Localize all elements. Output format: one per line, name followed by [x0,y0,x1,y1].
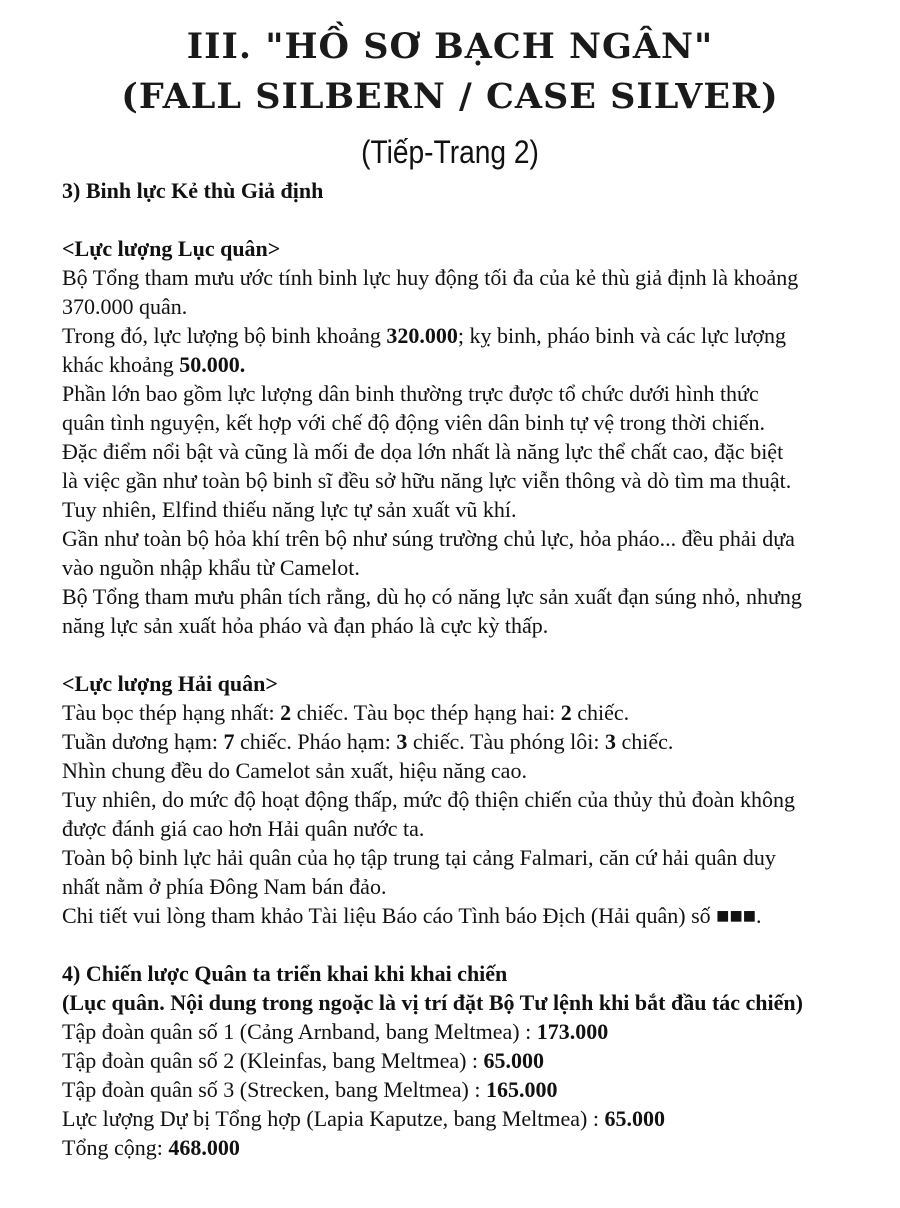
army-line-12: Bộ Tổng tham mưu phân tích rằng, dù họ có năng lực sản xuất đạn súng nhỏ, nhưng [62,584,802,609]
deployment-row [62,1046,882,1075]
navy-line-4: Tuy nhiên, do mức độ hoạt động thấp, mức độ thiện chiến của thủy thủ đoàn không [62,787,796,812]
army-line-8: là việc gần như toàn bộ binh sĩ đều sở hữu năng lực viễn thông và dò tìm ma thuật. [62,468,792,493]
total-label: Tổng cộng: [62,1135,169,1160]
title-block [0,0,900,178]
count: 3 [604,729,616,754]
count: 2 [560,700,572,725]
text: chiếc. Tàu bọc thép hạng hai: [291,700,561,725]
text: Tuần dương hạm: [62,729,224,754]
deployment-row [62,1017,882,1046]
redacted-number: ■■■ [716,903,757,928]
deployment-row [62,1104,882,1133]
navy-line-2 [62,727,882,756]
text: ; kỵ binh, pháo binh và các lực lượng [457,323,786,348]
text: chiếc. [571,700,630,725]
count: 2 [280,700,292,725]
section-3-heading: 3) Binh lực Kẻ thù Giả định [62,178,324,203]
row-label: Tập đoàn quân số 1 (Cảng Arnband, bang Meltmea) : [62,1019,537,1044]
army-line-5: Phần lớn bao gồm lực lượng dân binh thường trực được tổ chức dưới hình thức [62,381,759,406]
army-line-6: quân tình nguyện, kết hợp với chế độ động viên dân binh tự vệ trong thời chiến. [62,410,766,435]
row-label: Tập đoàn quân số 3 (Strecken, bang Meltmea) : [62,1077,486,1102]
text: Tàu bọc thép hạng nhất: [62,700,281,725]
row-value: 65.000 [483,1048,545,1073]
document-body [62,176,882,1162]
page-subtitle: (Tiếp-Trang 2) [361,134,539,170]
total-value: 468.000 [168,1135,240,1160]
text: . [756,903,762,928]
navy-line-6: Toàn bộ binh lực hải quân của họ tập trung tại cảng Falmari, căn cứ hải quân duy [62,845,776,870]
text: chiếc. Pháo hạm: [234,729,397,754]
army-line-7: Đặc điểm nổi bật và cũng là mối đe dọa lớn nhất là năng lực thể chất cao, đặc biệt [62,439,784,464]
text: chiếc. Tàu phóng lôi: [407,729,605,754]
army-line-11: vào nguồn nhập khẩu từ Camelot. [62,555,360,580]
army-line-10: Gần như toàn bộ hỏa khí trên bộ như súng trường chủ lực, hỏa pháo... đều phải dựa [62,526,795,551]
spacer [62,640,882,669]
infantry-count: 320.000 [386,323,458,348]
row-value: 65.000 [604,1106,665,1131]
army-line-13: năng lực sản xuất hỏa pháo và đạn pháo là cực kỳ thấp. [62,613,549,638]
navy-line-5: được đánh giá cao hơn Hải quân nước ta. [62,816,425,841]
count: 7 [223,729,235,754]
navy-heading: <Lực lượng Hải quân> [62,671,278,696]
army-line-4 [62,350,882,379]
text: Chi tiết vui lòng tham khảo Tài liệu Báo cáo Tình báo Địch (Hải quân) số [62,903,717,928]
row-value: 165.000 [485,1077,558,1102]
army-line-9: Tuy nhiên, Elfind thiếu năng lực tự sản xuất vũ khí. [62,497,517,522]
army-line-2: 370.000 quân. [62,294,188,319]
navy-line-8 [62,901,882,930]
spacer [62,205,882,234]
section-4-heading: 4) Chiến lược Quân ta triển khai khi khai chiến [62,961,508,986]
text: khác khoảng [62,352,180,377]
navy-line-7: nhất nằm ở phía Đông Nam bán đảo. [62,874,387,899]
navy-line-1 [62,698,882,727]
total-row [62,1133,882,1162]
army-line-1: Bộ Tổng tham mưu ước tính binh lực huy động tối đa của kẻ thù giả định là khoảng [62,265,799,290]
army-line-3 [62,321,882,350]
navy-line-3: Nhìn chung đều do Camelot sản xuất, hiệu năng cao. [62,758,527,783]
row-label: Tập đoàn quân số 2 (Kleinfas, bang Meltmea) : [62,1048,484,1073]
page-title-line-2: (FALL SILBERN / CASE SILVER) [121,76,779,117]
section-4-subheading: (Lục quân. Nội dung trong ngoặc là vị trí đặt Bộ Tư lệnh khi bắt đầu tác chiến) [62,990,803,1015]
row-label: Lực lượng Dự bị Tổng hợp (Lapia Kaputze, bang Meltmea) : [62,1106,605,1131]
text: Trong đó, lực lượng bộ binh khoảng [62,323,387,348]
army-heading: <Lực lượng Lục quân> [62,236,281,261]
row-value: 173.000 [536,1019,609,1044]
spacer [62,930,882,959]
deployment-row [62,1075,882,1104]
page-title-line-1: III. "HỒ SƠ BẠCH NGÂN" [186,26,714,67]
text: chiếc. [615,729,674,754]
other-forces-count: 50.000. [179,352,246,377]
count: 3 [396,729,408,754]
